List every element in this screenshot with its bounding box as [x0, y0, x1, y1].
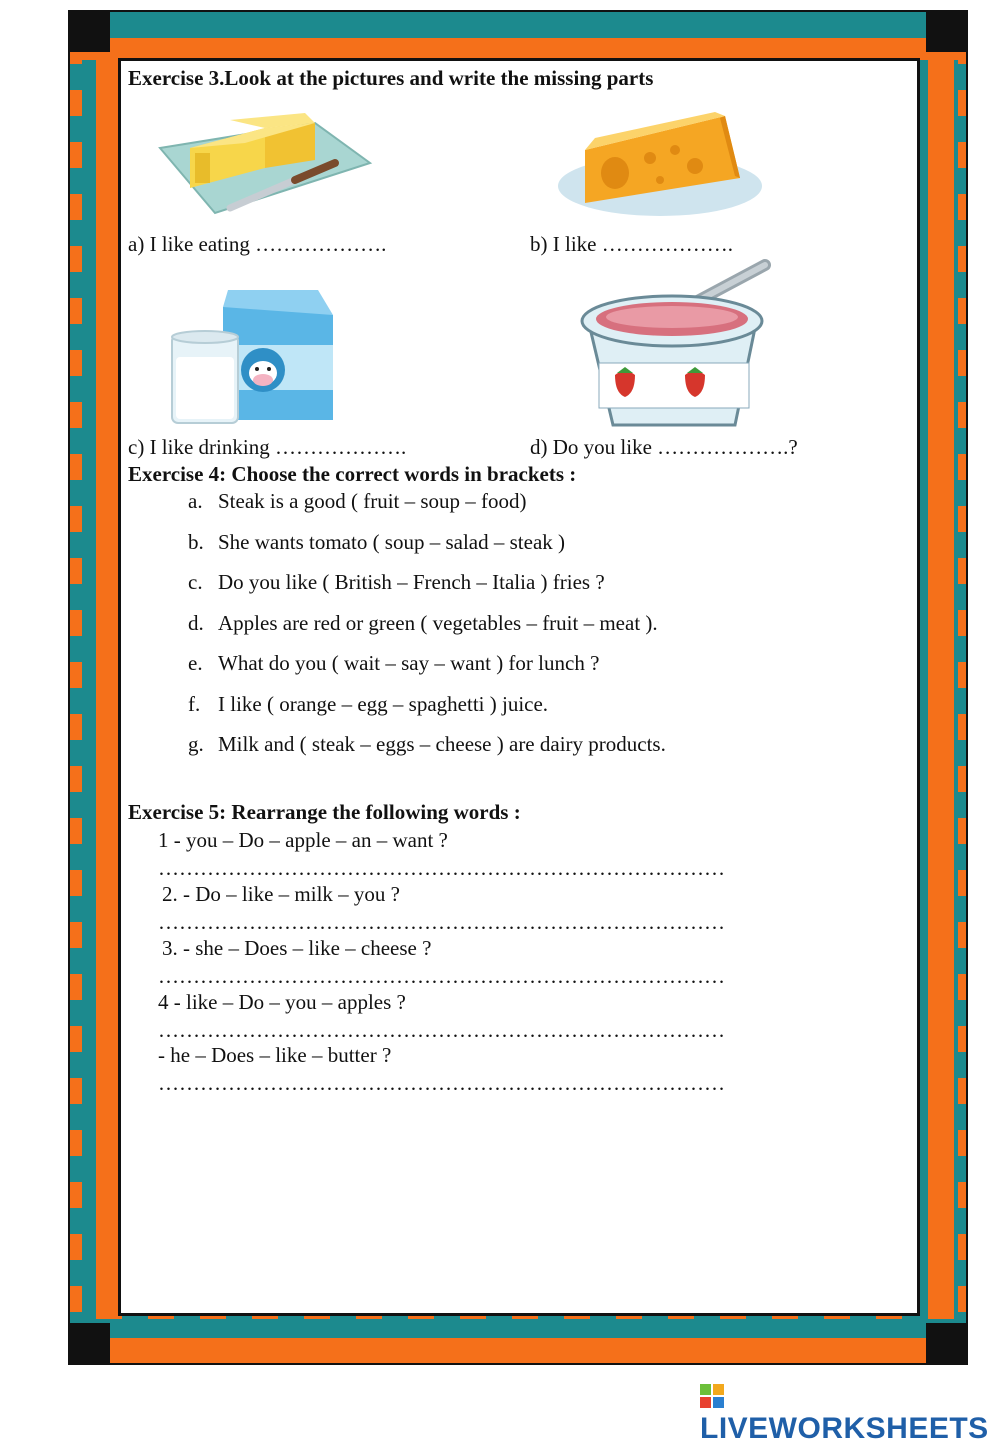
exercise5-item-1: 1 - you – Do – apple – an – want ? — [158, 828, 448, 852]
exercise4-text-a: Steak is a good ( fruit – soup – food) — [218, 489, 527, 513]
butter-picture — [155, 108, 375, 218]
exercise4-marker-f: f. — [188, 692, 201, 716]
exercise4-text-d: Apples are red or green ( vegetables – fruit – meat ). — [218, 611, 658, 635]
exercise5-item-3: 3. - she – Does – like – cheese ? — [162, 936, 432, 960]
corner-bottom-right — [926, 1323, 966, 1363]
exercise5-title: Exercise 5: Rearrange the following words : — [128, 800, 521, 824]
exercise3-item-a: a) I like eating ………………. — [128, 232, 387, 256]
exercise4-marker-e: e. — [188, 651, 203, 675]
corner-top-right — [926, 12, 966, 52]
exercise4-marker-d: d. — [188, 611, 204, 635]
corner-bottom-left — [70, 1323, 110, 1363]
exercise4-item-c — [188, 570, 605, 595]
exercise5-item-5: - he – Does – like – butter ? — [158, 1043, 392, 1067]
exercise4-marker-g: g. — [188, 732, 204, 756]
exercise5-answer-line-5[interactable]: ……………………………………………………………………… — [158, 1071, 725, 1095]
exercise4-text-e: What do you ( wait – say – want ) for lunch ? — [218, 651, 600, 675]
liveworksheets-name: LIVEWORKSHEETS — [700, 1412, 989, 1445]
exercise5-answer-line-2[interactable]: ……………………………………………………………………… — [158, 910, 725, 934]
exercise5-answer-line-4[interactable]: ……………………………………………………………………… — [158, 1018, 725, 1042]
exercise5-answer-line-1[interactable]: ……………………………………………………………………… — [158, 856, 725, 880]
exercise5-item-2: 2. - Do – like – milk – you ? — [162, 882, 400, 906]
exercise4-text-b: She wants tomato ( soup – salad – steak ) — [218, 530, 566, 554]
exercise4-marker-a: a. — [188, 489, 203, 513]
exercise4-item-g — [188, 732, 666, 757]
liveworksheets-logo[interactable] — [700, 1378, 1000, 1446]
liveworksheets-logo-icon — [700, 1384, 724, 1408]
exercise4-title: Exercise 4: Choose the correct words in brackets : — [128, 462, 577, 486]
exercise4-item-b — [188, 530, 565, 555]
exercise4-item-d — [188, 611, 658, 636]
exercise4-text-f: I like ( orange – egg – spaghetti ) juice. — [218, 692, 549, 716]
exercise4-item-a — [188, 489, 527, 514]
exercise4-item-e — [188, 651, 599, 676]
exercise5-item-4: 4 - like – Do – you – apples ? — [158, 990, 406, 1014]
exercise4-item-f — [188, 692, 548, 717]
yogurt-picture — [575, 253, 775, 433]
exercise4-text-g: Milk and ( steak – eggs – cheese ) are dairy products. — [218, 732, 666, 756]
exercise3-item-d: d) Do you like ……………….? — [530, 435, 798, 459]
exercise5-answer-line-3[interactable]: ……………………………………………………………………… — [158, 964, 725, 988]
milk-picture — [168, 285, 338, 425]
exercise4-marker-b: b. — [188, 530, 204, 554]
corner-top-left — [70, 12, 110, 52]
exercise3-item-b: b) I like ………………. — [530, 232, 733, 256]
exercise4-marker-c: c. — [188, 570, 203, 594]
exercise3-title: Exercise 3.Look at the pictures and write the missing parts — [128, 66, 654, 90]
exercise4-text-c: Do you like ( British – French – Italia ) fries ? — [218, 570, 605, 594]
cheese-picture — [555, 108, 765, 223]
exercise3-item-c: c) I like drinking ………………. — [128, 435, 407, 459]
